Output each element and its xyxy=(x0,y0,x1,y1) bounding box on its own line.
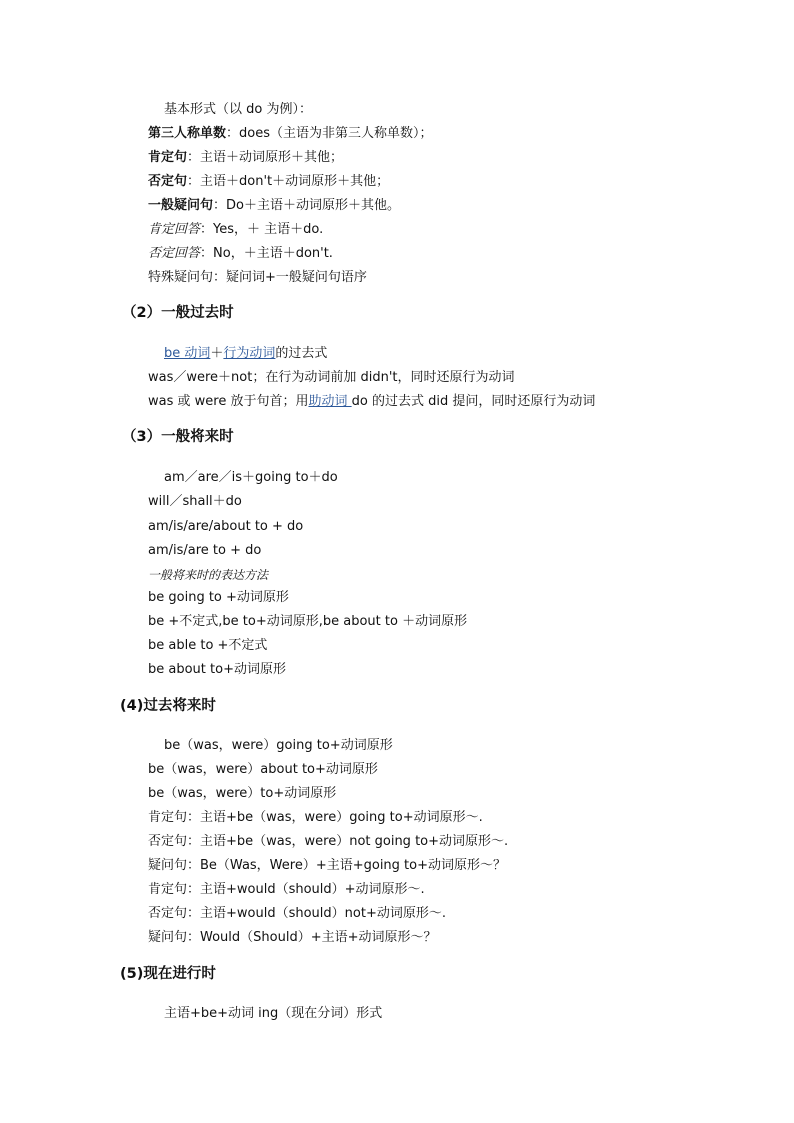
fip-line-4: 肯定句：主语+be（was，were）going to+动词原形～. xyxy=(148,810,483,825)
past-line-1-rest: 的过去式 xyxy=(275,346,328,361)
fip-line-8: 否定句：主语+would（should）not+动词原形～. xyxy=(148,906,446,921)
negative-line xyxy=(148,173,389,191)
past-line-3-pre: was 或 were 放于句首；用 xyxy=(148,394,309,409)
past-line-3-post: do 的过去式 did 提问，同时还原行为动词 xyxy=(351,394,596,409)
question-line xyxy=(148,197,400,215)
intro-line: 基本形式（以 do 为例）： xyxy=(164,102,312,117)
short-no-label: 否定回答 xyxy=(148,246,201,261)
past-line-3 xyxy=(148,393,595,411)
future-way-3: be able to +不定式 xyxy=(148,638,268,653)
question-text: ：Do＋主语＋动词原形＋其他。 xyxy=(213,198,400,213)
past-line-1 xyxy=(164,345,327,363)
short-no-text: ：No，＋主语＋don't. xyxy=(200,246,333,261)
future-line-4: am/is/are to + do xyxy=(148,543,262,558)
third-person-text: ：does（主语为非第三人称单数）； xyxy=(226,126,433,141)
fip-line-9: 疑问句：Would（Should）+主语+动词原形～？ xyxy=(148,930,437,945)
fip-line-2: be（was，were）about to+动词原形 xyxy=(148,762,378,777)
future-line-1: am／are／is＋going to＋do xyxy=(164,470,338,485)
short-yes-line xyxy=(148,221,323,239)
future-simple-heading: （3）一般将来时 xyxy=(122,429,234,445)
past-line-2: was／were＋not；在行为动词前加 didn't，同时还原行为动词 xyxy=(148,370,515,385)
plus-sign: ＋ xyxy=(210,346,224,361)
future-way-1: be going to +动词原形 xyxy=(148,590,289,605)
third-person-line xyxy=(148,125,433,143)
future-ways-label: 一般将来时的表达方法 xyxy=(148,568,269,582)
fip-line-1: be（was，were）going to+动词原形 xyxy=(164,738,393,753)
future-in-past-heading: (4)过去将来时 xyxy=(120,698,216,714)
fip-line-3: be（was，were）to+动词原形 xyxy=(148,786,337,801)
fip-line-6: 疑问句：Be（Was，Were）+主语+going to+动词原形～？ xyxy=(148,858,506,873)
special-question-line: 特殊疑问句：疑问词+一般疑问句语序 xyxy=(148,270,367,285)
be-verb-link[interactable]: be 动词 xyxy=(164,346,211,361)
fip-line-7: 肯定句：主语+would（should）+动词原形～. xyxy=(148,882,425,897)
short-yes-label: 肯定回答 xyxy=(148,222,201,237)
negative-label: 否定句 xyxy=(148,174,188,189)
affirmative-text: ：主语＋动词原形＋其他； xyxy=(187,150,344,165)
affirmative-label: 肯定句 xyxy=(148,150,188,165)
third-person-label: 第三人称单数 xyxy=(148,126,227,141)
short-yes-text: ：Yes，＋ 主语＋do. xyxy=(200,222,324,237)
present-continuous-heading: (5)现在进行时 xyxy=(120,966,216,982)
negative-text: ：主语＋don't＋动词原形＋其他； xyxy=(187,174,390,189)
present-continuous-line-1: 主语+be+动词 ing（现在分词）形式 xyxy=(164,1006,383,1021)
auxiliary-verb-link[interactable]: 助动词 xyxy=(308,394,352,409)
question-label: 一般疑问句 xyxy=(148,198,214,213)
fip-line-5: 否定句：主语+be（was，were）not going to+动词原形～. xyxy=(148,834,509,849)
future-way-2: be +不定式,be to+动词原形,be about to ＋动词原形 xyxy=(148,614,468,629)
past-simple-heading: （2）一般过去时 xyxy=(122,305,234,321)
future-way-4: be about to+动词原形 xyxy=(148,662,286,677)
action-verb-link[interactable]: 行为动词 xyxy=(223,346,276,361)
future-line-2: will／shall＋do xyxy=(148,494,242,509)
short-no-line xyxy=(148,245,333,263)
future-line-3: am/is/are/about to + do xyxy=(148,519,304,534)
affirmative-line xyxy=(148,149,343,167)
